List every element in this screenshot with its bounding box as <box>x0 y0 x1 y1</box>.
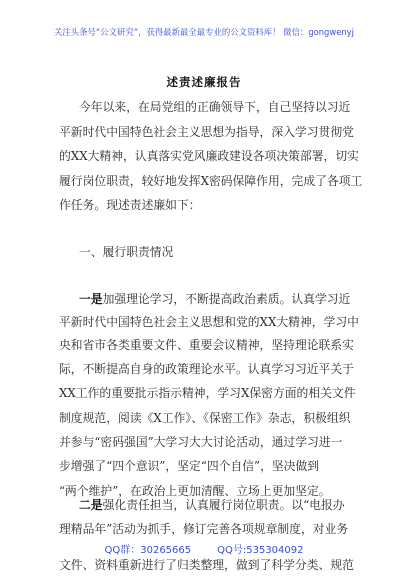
text-line <box>79 290 350 307</box>
document-title: 述责述廉报告 <box>166 75 242 89</box>
text-line: 步增强了“四个意识”，坚定“四个自信”，坚决做到 <box>59 459 320 473</box>
text-line: 理精品年”活动为抓手，修订完善各项规章制度，对业务 <box>59 522 349 536</box>
text-line: 央和省市各类重要文件、重要会议精神，坚持理论联系实 <box>59 338 354 352</box>
text-line: XX工作的重要批示指示精神，学习X保密方面的相关文件 <box>59 386 356 400</box>
text-line: 作任务。现述责述廉如下： <box>59 198 201 212</box>
text-line: 并参与“密码强国”大学习大大讨论活动，通过学习进一 <box>59 435 343 449</box>
header-notice: 关注头条号“公文研究”，获得最新最全最专业的公文资料库！ 微信：gongwenyj <box>54 27 354 37</box>
text-line: “两个维护”，在政治上更加清醒、立场上更加坚定。 <box>59 484 331 498</box>
text-line: 的XX大精神，认真落实党风廉政建设各项决策部署，切实 <box>59 149 359 163</box>
text-line: 平新时代中国特色社会主义思想和党的XX大精神，学习中 <box>59 315 359 329</box>
text-line: 履行岗位职责，较好地发挥X密码保障作用，完成了各项工 <box>59 174 363 188</box>
text-line: 文件、资料重新进行了归类整理，做到了科学分类、规范 <box>59 558 354 572</box>
item-one-lead: 一是 <box>79 292 103 306</box>
qq-group-link[interactable]: QQ群：30265665 <box>104 545 192 556</box>
item-one-first-line: 加强理论学习，不断提高政治素质。认真学习近 <box>102 292 351 306</box>
footer-contact <box>0 541 408 556</box>
text-line <box>79 496 345 513</box>
qq-number-link[interactable]: QQ号:535304092 <box>217 545 304 556</box>
item-two-lead: 二是 <box>79 498 103 512</box>
item-two-first-line: 强化责任担当，认真履行岗位职责。以“电报办 <box>102 498 345 512</box>
text-line: 平新时代中国特色社会主义思想为指导，深入学习贯彻党 <box>59 125 354 139</box>
text-line: 今年以来，在局党组的正确领导下，自己坚持以习近 <box>79 100 351 114</box>
text-line: 制度规范，阅读《X工作》、《保密工作》杂志，积极组织 <box>59 411 351 425</box>
section-heading: 一、履行职责情况 <box>79 245 174 259</box>
text-line: 际，不断提高自身的政策理论水平。认真学习习近平关于 <box>59 362 354 376</box>
